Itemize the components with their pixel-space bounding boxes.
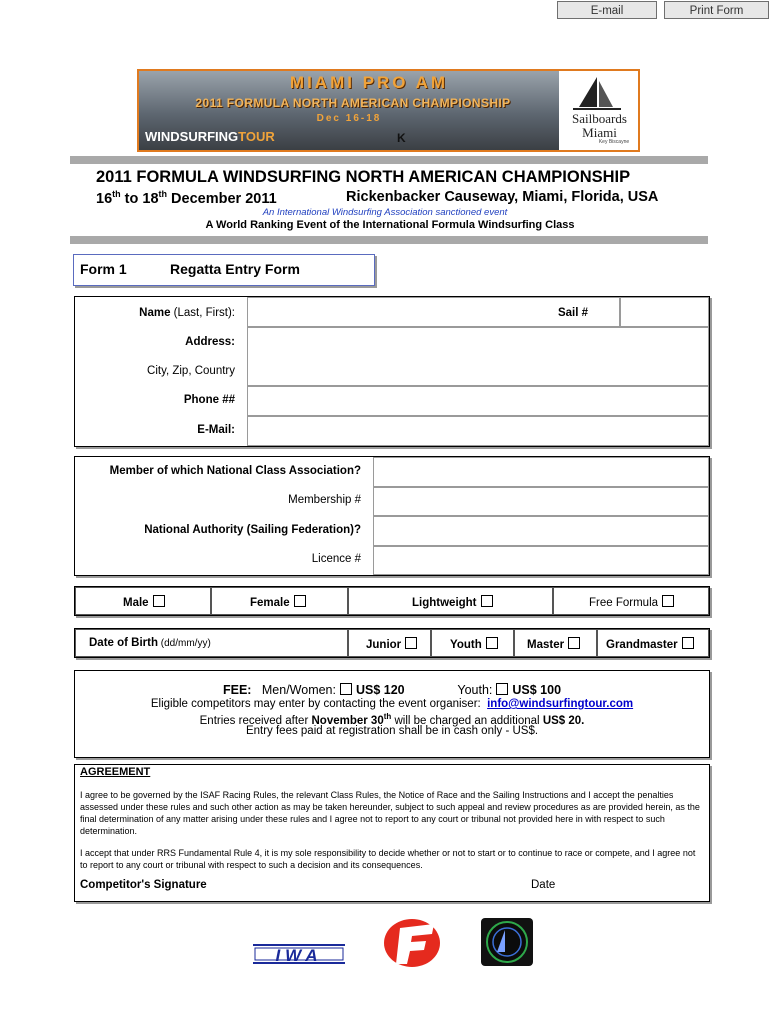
age-section [74, 628, 710, 658]
name-label: Name (Last, First): [139, 307, 235, 319]
master-option[interactable]: Master [527, 637, 580, 651]
licence-label: Licence # [311, 553, 361, 565]
ranking-note: A World Ranking Event of the International Formula Windsurfing Class [205, 219, 575, 231]
agreement-paragraph-2: I accept that under RRS Fundamental Rule 4, it is my sole responsibility to decide whether or not to start or to continue to race or compete, and I agree not to report to any court or tribunal with respect to such a decision and its consequences. [80, 848, 696, 870]
form-title-box [73, 254, 375, 286]
national-authority-label: National Authority (Sailing Federation)? [144, 524, 361, 536]
signature-label: Competitor's Signature [80, 879, 207, 891]
sanction-note: An International Windsurfing Association sanctioned event [262, 207, 508, 218]
class-association-input[interactable] [373, 457, 709, 487]
youth-checkbox[interactable] [486, 637, 498, 649]
print-form-button[interactable]: Print Form [664, 1, 769, 19]
grandmaster-option[interactable]: Grandmaster [606, 637, 694, 651]
agreement-paragraph-1: I agree to be governed by the ISAF Racing Rules, the relevant Class Rules, the Notice of Race and the Sailing Instructions and I accept the penalties assessed under these rules and such other action as may be taken hereunder, subject to such appeal and review procedures as are provided herein, as the final determination of any matter arising under these rules and I agree not to report to any court or tribunal not provided here in with respect to such determination. [80, 790, 700, 836]
event-venue: Rickenbacker Causeway, Miami, Florida, USA [346, 189, 659, 205]
junior-option[interactable]: Junior [366, 637, 417, 651]
banner-subtitle: 2011 FORMULA NORTH AMERICAN CHAMPIONSHIP [195, 96, 511, 110]
address-label: Address: [185, 336, 235, 348]
eligibility-line: Eligible competitors may enter by contacting the event organiser: info@windsurfingtour.com [150, 698, 634, 710]
event-banner [137, 69, 640, 152]
class-association-label: Member of which National Class Association? [109, 465, 361, 477]
divider-top [70, 156, 708, 164]
date-label: Date [531, 879, 556, 891]
formula-f-icon [382, 918, 446, 968]
category-section [74, 586, 710, 616]
lightweight-option[interactable]: Lightweight [412, 595, 493, 609]
male-option[interactable]: Male [123, 595, 165, 609]
tour-emblem-logo [481, 918, 533, 966]
junior-checkbox[interactable] [405, 637, 417, 649]
youth-option[interactable]: Youth [450, 637, 498, 651]
email-label: E-Mail: [197, 424, 235, 436]
fee-line: FEE: Men/Women: US$ 120 Youth: US$ 100 [222, 683, 562, 697]
personal-details-section [74, 296, 710, 447]
city-zip-country-label: City, Zip, Country [147, 365, 235, 377]
address-input[interactable] [247, 327, 709, 386]
male-checkbox[interactable] [153, 595, 165, 607]
grandmaster-checkbox[interactable] [682, 637, 694, 649]
agreement-heading: AGREEMENT [80, 766, 151, 778]
banner-k-mark: K [397, 131, 406, 145]
lightweight-checkbox[interactable] [481, 595, 493, 607]
phone-label: Phone ## [183, 394, 235, 406]
tour-emblem-icon [481, 918, 533, 966]
event-dates: 16th to 18th December 2011 [96, 189, 277, 207]
licence-input[interactable] [373, 546, 709, 575]
sailboards-miami-logo: Sailboards Miami Key Biscayne [559, 71, 640, 150]
sail-number-input[interactable] [620, 297, 709, 327]
form-name: Regatta Entry Form [170, 261, 300, 277]
national-authority-input[interactable] [373, 516, 709, 546]
banner-title: MIAMI PRO AM [289, 73, 449, 92]
phone-input[interactable] [247, 386, 709, 416]
windsurfing-tour-logo: WINDSURFINGTOUR [145, 129, 275, 144]
master-checkbox[interactable] [568, 637, 580, 649]
page-title: 2011 FORMULA WINDSURFING NORTH AMERICAN CHAMPIONSHIP [96, 168, 631, 186]
free-formula-option[interactable]: Free Formula [589, 595, 674, 609]
sail-label: Sail # [557, 307, 588, 319]
agreement-section [74, 764, 710, 902]
membership-input[interactable] [373, 487, 709, 516]
divider-mid [70, 236, 708, 244]
email-button[interactable]: E-mail [557, 1, 657, 19]
formula-windsurfing-logo [382, 918, 446, 968]
men-women-fee-checkbox[interactable] [340, 683, 352, 695]
free-formula-checkbox[interactable] [662, 595, 674, 607]
banner-dates: Dec 16-18 [316, 113, 382, 124]
female-checkbox[interactable] [294, 595, 306, 607]
iwa-logo: IWA [253, 940, 345, 967]
email-input[interactable] [247, 416, 709, 446]
membership-label: Membership # [288, 494, 361, 506]
female-option[interactable]: Female [250, 595, 306, 609]
late-fee-line: Entries received after November 30th will be charged an additional US$ 20. [199, 712, 585, 727]
youth-fee-checkbox[interactable] [496, 683, 508, 695]
fee-section [74, 670, 710, 758]
form-number: Form 1 [80, 261, 127, 277]
dob-label: Date of Birth (dd/mm/yy) [89, 637, 211, 649]
association-section [74, 456, 710, 576]
organiser-email-link[interactable]: info@windsurfingtour.com [487, 698, 634, 710]
sail-icon [559, 73, 640, 113]
cash-note: Entry fees paid at registration shall be in cash only - US$. [245, 725, 539, 737]
